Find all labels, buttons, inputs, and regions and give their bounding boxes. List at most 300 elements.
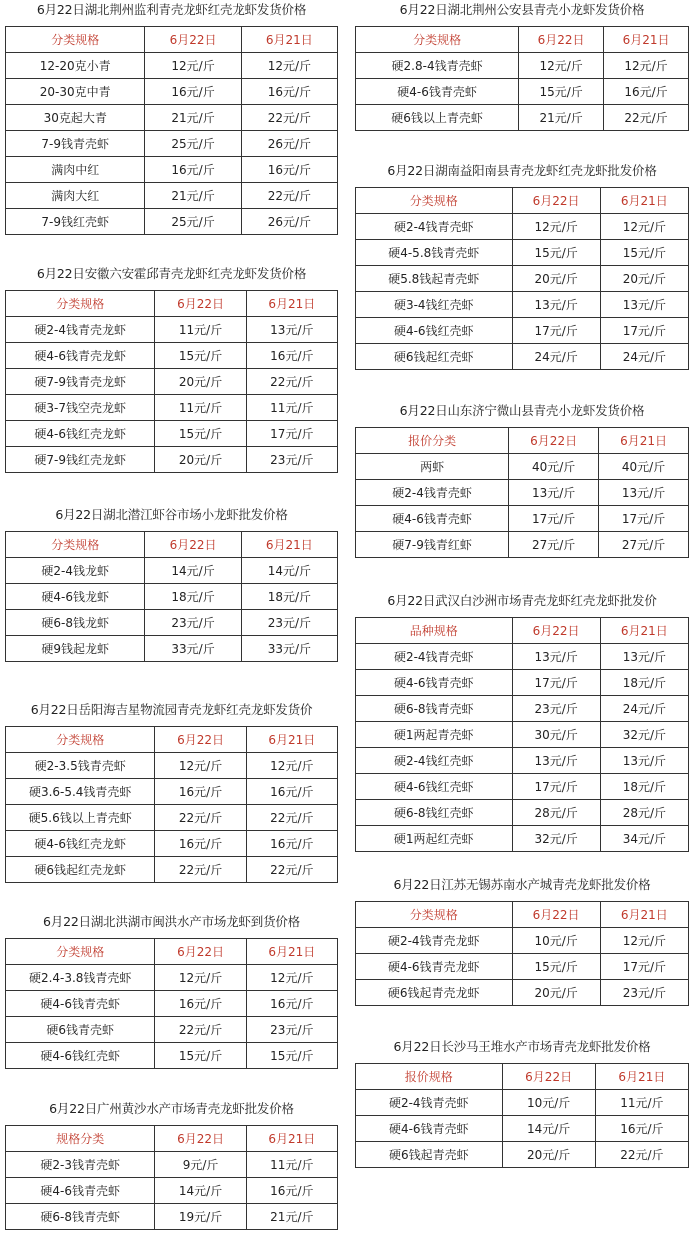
table-row [6, 53, 338, 79]
block-title: 6月22日安徽六安霍邱青壳龙虾红壳龙虾发货价格 [36, 266, 307, 281]
table-row [6, 1017, 338, 1043]
price-cell: 16元/斤 [246, 343, 337, 369]
spec-cell: 20-30克中青 [6, 79, 145, 105]
price-cell: 10元/斤 [512, 928, 600, 954]
price-cell: 15元/斤 [155, 343, 246, 369]
table-row [356, 292, 689, 318]
price-cell: 17元/斤 [512, 318, 600, 344]
price-cell: 12元/斤 [519, 53, 604, 79]
spec-cell: 硬4-6钱青壳龙虾 [6, 343, 155, 369]
price-cell: 33元/斤 [241, 636, 337, 662]
table-row [6, 183, 338, 209]
price-block [5, 264, 338, 473]
spec-cell: 硬2-4钱青壳虾 [356, 480, 509, 506]
spec-cell: 硬1两起青壳虾 [356, 722, 513, 748]
price-cell: 17元/斤 [512, 670, 600, 696]
price-cell: 18元/斤 [241, 584, 337, 610]
spec-cell: 硬2-4钱龙虾 [6, 558, 145, 584]
date-header: 6月21日 [246, 727, 337, 753]
price-cell: 9元/斤 [155, 1152, 246, 1178]
spec-cell: 硬2.8-4钱青壳虾 [356, 53, 519, 79]
price-cell: 20元/斤 [155, 369, 246, 395]
date-header: 6月22日 [145, 27, 241, 53]
block-title: 6月22日武汉白沙洲市场青壳龙虾红壳龙虾批发价 [387, 593, 657, 608]
table-row [6, 317, 338, 343]
block-title: 6月22日湖南益阳南县青壳龙虾红壳龙虾批发价格 [387, 163, 657, 178]
price-cell: 15元/斤 [512, 954, 600, 980]
price-table [355, 26, 689, 131]
spec-cell: 硬6钱起红壳虾 [356, 344, 513, 370]
price-cell: 13元/斤 [512, 644, 600, 670]
spec-cell: 硬4-5.8钱青壳虾 [356, 240, 513, 266]
table-row [356, 344, 689, 370]
price-cell: 21元/斤 [145, 183, 241, 209]
table-row [6, 343, 338, 369]
price-cell: 32元/斤 [600, 722, 688, 748]
spec-cell: 硬6-8钱龙虾 [6, 610, 145, 636]
price-table [355, 901, 689, 1006]
table-row [356, 696, 689, 722]
table-header-row [356, 27, 689, 53]
price-cell: 13元/斤 [246, 317, 337, 343]
spec-cell: 硬2-4钱青壳虾 [356, 1090, 503, 1116]
date-header: 6月21日 [595, 1064, 688, 1090]
table-row [6, 779, 338, 805]
date-header: 6月22日 [512, 188, 600, 214]
table-row [6, 1152, 338, 1178]
price-cell: 15元/斤 [600, 240, 688, 266]
price-cell: 12元/斤 [145, 53, 241, 79]
price-cell: 11元/斤 [595, 1090, 688, 1116]
table-row [6, 105, 338, 131]
price-cell: 14元/斤 [502, 1116, 595, 1142]
spec-cell: 硬4-6钱青壳虾 [356, 670, 513, 696]
spec-header: 报价规格 [356, 1064, 503, 1090]
price-cell: 12元/斤 [155, 965, 246, 991]
spec-cell: 满肉大红 [6, 183, 145, 209]
table-row [6, 965, 338, 991]
date-header: 6月21日 [600, 618, 688, 644]
spec-header: 分类规格 [6, 291, 155, 317]
price-cell: 13元/斤 [512, 292, 600, 318]
spec-header: 分类规格 [356, 27, 519, 53]
price-cell: 19元/斤 [155, 1204, 246, 1230]
spec-cell: 硬3-7钱空壳龙虾 [6, 395, 155, 421]
price-cell: 20元/斤 [512, 980, 600, 1006]
table-row [6, 805, 338, 831]
price-cell: 22元/斤 [241, 105, 337, 131]
table-row [6, 831, 338, 857]
price-cell: 13元/斤 [600, 748, 688, 774]
spec-cell: 硬6-8钱青壳虾 [6, 1204, 155, 1230]
price-cell: 16元/斤 [604, 79, 689, 105]
price-table [5, 26, 338, 235]
price-cell: 22元/斤 [604, 105, 689, 131]
price-cell: 16元/斤 [241, 157, 337, 183]
price-cell: 12元/斤 [155, 753, 246, 779]
table-header-row [356, 902, 689, 928]
block-title: 6月22日江苏无锡苏南水产城青壳龙虾批发价格 [393, 877, 651, 892]
price-cell: 20元/斤 [600, 266, 688, 292]
spec-cell: 硬4-6钱青壳虾 [356, 506, 509, 532]
spec-cell: 7-9钱青壳虾 [6, 131, 145, 157]
price-cell: 22元/斤 [155, 857, 246, 883]
price-cell: 14元/斤 [145, 558, 241, 584]
price-cell: 12元/斤 [246, 965, 337, 991]
table-row [356, 1090, 689, 1116]
spec-header: 分类规格 [6, 727, 155, 753]
price-table [5, 290, 338, 473]
table-row [6, 1178, 338, 1204]
table-header-row [6, 27, 338, 53]
price-cell: 16元/斤 [155, 779, 246, 805]
price-cell: 23元/斤 [512, 696, 600, 722]
price-cell: 17元/斤 [599, 506, 689, 532]
spec-cell: 硬2-4钱青壳龙虾 [356, 928, 513, 954]
price-cell: 17元/斤 [600, 954, 688, 980]
price-cell: 11元/斤 [246, 395, 337, 421]
price-cell: 21元/斤 [519, 105, 604, 131]
spec-header: 品种规格 [356, 618, 513, 644]
table-row [6, 584, 338, 610]
price-cell: 14元/斤 [155, 1178, 246, 1204]
price-cell: 20元/斤 [502, 1142, 595, 1168]
price-cell: 16元/斤 [246, 831, 337, 857]
spec-cell: 硬6钱起红壳龙虾 [6, 857, 155, 883]
price-block [5, 700, 338, 883]
spec-cell: 硬6钱青壳虾 [6, 1017, 155, 1043]
price-cell: 21元/斤 [145, 105, 241, 131]
price-cell: 40元/斤 [599, 454, 689, 480]
price-cell: 12元/斤 [600, 214, 688, 240]
price-cell: 23元/斤 [246, 447, 337, 473]
price-cell: 12元/斤 [246, 753, 337, 779]
price-cell: 16元/斤 [155, 991, 246, 1017]
spec-cell: 硬4-6钱青壳虾 [6, 1178, 155, 1204]
price-cell: 20元/斤 [155, 447, 246, 473]
block-title: 6月22日湖北潜江虾谷市场小龙虾批发价格 [55, 507, 288, 522]
spec-cell: 硬6-8钱青壳虾 [356, 696, 513, 722]
price-cell: 27元/斤 [509, 532, 599, 558]
price-cell: 17元/斤 [246, 421, 337, 447]
table-row [6, 991, 338, 1017]
table-row [356, 266, 689, 292]
date-header: 6月21日 [599, 428, 689, 454]
table-header-row [356, 188, 689, 214]
table-header-row [356, 428, 689, 454]
block-title: 6月22日广州黄沙水产市场青壳龙虾批发价格 [49, 1101, 294, 1116]
spec-header: 分类规格 [356, 188, 513, 214]
table-header-row [6, 727, 338, 753]
date-header: 6月22日 [502, 1064, 595, 1090]
table-row [356, 1116, 689, 1142]
table-row [356, 748, 689, 774]
spec-header: 分类规格 [6, 939, 155, 965]
table-row [356, 214, 689, 240]
price-block [355, 591, 689, 852]
price-cell: 27元/斤 [599, 532, 689, 558]
block-title: 6月22日山东济宁微山县青壳小龙虾发货价格 [399, 403, 645, 418]
spec-cell: 硬4-6钱红壳虾 [6, 1043, 155, 1069]
price-table [5, 938, 338, 1069]
table-row [6, 636, 338, 662]
price-cell: 18元/斤 [145, 584, 241, 610]
price-cell: 15元/斤 [155, 421, 246, 447]
price-cell: 22元/斤 [241, 183, 337, 209]
price-cell: 15元/斤 [519, 79, 604, 105]
spec-cell: 硬4-6钱红壳虾 [356, 774, 513, 800]
price-cell: 20元/斤 [512, 266, 600, 292]
price-cell: 28元/斤 [600, 800, 688, 826]
spec-cell: 硬2-4钱青壳龙虾 [6, 317, 155, 343]
table-row [6, 857, 338, 883]
price-cell: 18元/斤 [600, 670, 688, 696]
spec-cell: 硬2.4-3.8钱青壳虾 [6, 965, 155, 991]
price-cell: 23元/斤 [241, 610, 337, 636]
price-cell: 11元/斤 [155, 317, 246, 343]
price-cell: 24元/斤 [600, 696, 688, 722]
table-header-row [356, 1064, 689, 1090]
price-table [5, 726, 338, 883]
price-cell: 13元/斤 [600, 292, 688, 318]
table-row [6, 131, 338, 157]
table-row [6, 79, 338, 105]
block-title: 6月22日湖北荆州公安县青壳小龙虾发货价格 [399, 2, 645, 17]
spec-cell: 硬7-9钱青壳龙虾 [6, 369, 155, 395]
table-row [6, 157, 338, 183]
spec-cell: 硬2-3钱青壳虾 [6, 1152, 155, 1178]
block-title: 6月22日湖北洪湖市闽洪水产市场龙虾到货价格 [43, 914, 300, 929]
price-cell: 22元/斤 [155, 805, 246, 831]
date-header: 6月22日 [512, 902, 600, 928]
price-cell: 17元/斤 [600, 318, 688, 344]
table-row [6, 558, 338, 584]
spec-header: 分类规格 [6, 27, 145, 53]
price-cell: 26元/斤 [241, 209, 337, 235]
spec-cell: 满肉中红 [6, 157, 145, 183]
price-cell: 13元/斤 [512, 748, 600, 774]
table-row [6, 447, 338, 473]
price-table [355, 187, 689, 370]
date-header: 6月21日 [600, 902, 688, 928]
price-cell: 34元/斤 [600, 826, 688, 852]
price-cell: 23元/斤 [600, 980, 688, 1006]
price-table [5, 531, 338, 662]
date-header: 6月21日 [600, 188, 688, 214]
table-row [356, 800, 689, 826]
price-cell: 11元/斤 [246, 1152, 337, 1178]
spec-cell: 硬5.6钱以上青壳虾 [6, 805, 155, 831]
price-cell: 12元/斤 [241, 53, 337, 79]
table-row [6, 421, 338, 447]
spec-cell: 硬4-6钱青壳虾 [6, 991, 155, 1017]
price-cell: 15元/斤 [246, 1043, 337, 1069]
price-cell: 10元/斤 [502, 1090, 595, 1116]
price-cell: 25元/斤 [145, 209, 241, 235]
price-cell: 16元/斤 [246, 991, 337, 1017]
spec-cell: 硬1两起红壳虾 [356, 826, 513, 852]
spec-cell: 硬4-6钱红壳龙虾 [6, 831, 155, 857]
price-cell: 17元/斤 [509, 506, 599, 532]
block-title: 6月22日岳阳海吉星物流园青壳龙虾红壳龙虾发货价 [30, 702, 313, 717]
price-cell: 12元/斤 [512, 214, 600, 240]
table-row [356, 454, 689, 480]
date-header: 6月22日 [155, 939, 246, 965]
spec-cell: 硬7-9钱青红虾 [356, 532, 509, 558]
table-row [356, 532, 689, 558]
price-cell: 22元/斤 [246, 805, 337, 831]
price-cell: 21元/斤 [246, 1204, 337, 1230]
spec-cell: 硬2-4钱青壳虾 [356, 644, 513, 670]
price-block [5, 912, 338, 1069]
spec-header: 规格分类 [6, 1126, 155, 1152]
table-row [356, 105, 689, 131]
spec-cell: 12-20克小青 [6, 53, 145, 79]
block-title: 6月22日长沙马王堆水产市场青壳龙虾批发价格 [393, 1039, 651, 1054]
table-row [356, 980, 689, 1006]
price-cell: 24元/斤 [600, 344, 688, 370]
date-header: 6月21日 [246, 291, 337, 317]
table-row [356, 644, 689, 670]
table-row [356, 318, 689, 344]
table-row [6, 209, 338, 235]
price-table [355, 427, 689, 558]
date-header: 6月22日 [155, 727, 246, 753]
spec-cell: 硬4-6钱红壳龙虾 [6, 421, 155, 447]
price-block [5, 505, 338, 662]
spec-cell: 两虾 [356, 454, 509, 480]
spec-cell: 硬4-6钱青壳龙虾 [356, 954, 513, 980]
table-row [356, 53, 689, 79]
price-table [5, 1125, 338, 1230]
spec-cell: 硬6钱以上青壳虾 [356, 105, 519, 131]
price-cell: 22元/斤 [246, 369, 337, 395]
price-block [355, 401, 689, 558]
price-cell: 15元/斤 [512, 240, 600, 266]
spec-cell: 硬4-6钱青壳虾 [356, 1116, 503, 1142]
price-cell: 28元/斤 [512, 800, 600, 826]
spec-cell: 30克起大青 [6, 105, 145, 131]
spec-cell: 硬6钱起青壳龙虾 [356, 980, 513, 1006]
price-cell: 16元/斤 [595, 1116, 688, 1142]
table-row [356, 480, 689, 506]
table-row [6, 753, 338, 779]
price-cell: 16元/斤 [145, 79, 241, 105]
spec-cell: 硬5.8钱起青壳虾 [356, 266, 513, 292]
table-header-row [6, 291, 338, 317]
price-block [5, 0, 338, 235]
price-block [355, 875, 689, 1006]
date-header: 6月22日 [512, 618, 600, 644]
table-row [356, 928, 689, 954]
spec-header: 分类规格 [6, 532, 145, 558]
block-title: 6月22日湖北荆州监利青壳龙虾红壳龙虾发货价格 [36, 2, 307, 17]
table-row [356, 722, 689, 748]
spec-cell: 硬6钱起青壳虾 [356, 1142, 503, 1168]
price-cell: 16元/斤 [145, 157, 241, 183]
price-cell: 22元/斤 [155, 1017, 246, 1043]
spec-cell: 7-9钱红壳虾 [6, 209, 145, 235]
date-header: 6月21日 [246, 1126, 337, 1152]
price-cell: 13元/斤 [599, 480, 689, 506]
price-cell: 30元/斤 [512, 722, 600, 748]
date-header: 6月22日 [509, 428, 599, 454]
price-cell: 26元/斤 [241, 131, 337, 157]
price-table [355, 1063, 689, 1168]
spec-cell: 硬2-3.5钱青壳虾 [6, 753, 155, 779]
date-header: 6月22日 [155, 291, 246, 317]
table-row [6, 395, 338, 421]
spec-cell: 硬2-4钱青壳虾 [356, 214, 513, 240]
price-cell: 13元/斤 [509, 480, 599, 506]
price-cell: 23元/斤 [145, 610, 241, 636]
price-cell: 17元/斤 [512, 774, 600, 800]
table-row [356, 79, 689, 105]
price-cell: 16元/斤 [246, 779, 337, 805]
date-header: 6月21日 [241, 532, 337, 558]
table-row [6, 1204, 338, 1230]
table-row [356, 506, 689, 532]
date-header: 6月22日 [519, 27, 604, 53]
price-cell: 13元/斤 [600, 644, 688, 670]
spec-header: 分类规格 [356, 902, 513, 928]
table-row [6, 610, 338, 636]
table-row [356, 774, 689, 800]
table-row [356, 954, 689, 980]
table-header-row [356, 618, 689, 644]
price-cell: 32元/斤 [512, 826, 600, 852]
table-row [356, 240, 689, 266]
price-cell: 22元/斤 [595, 1142, 688, 1168]
price-block [355, 0, 689, 131]
spec-cell: 硬4-6钱龙虾 [6, 584, 145, 610]
spec-cell: 硬9钱起龙虾 [6, 636, 145, 662]
price-cell: 16元/斤 [155, 831, 246, 857]
price-cell: 15元/斤 [155, 1043, 246, 1069]
table-row [356, 826, 689, 852]
table-header-row [6, 1126, 338, 1152]
spec-cell: 硬4-6钱红壳虾 [356, 318, 513, 344]
table-row [356, 670, 689, 696]
price-cell: 22元/斤 [246, 857, 337, 883]
spec-cell: 硬3-4钱红壳虾 [356, 292, 513, 318]
date-header: 6月21日 [604, 27, 689, 53]
spec-header: 报价分类 [356, 428, 509, 454]
table-row [6, 1043, 338, 1069]
price-cell: 25元/斤 [145, 131, 241, 157]
price-block [5, 1099, 338, 1230]
spec-cell: 硬3.6-5.4钱青壳虾 [6, 779, 155, 805]
price-cell: 12元/斤 [600, 928, 688, 954]
price-cell: 23元/斤 [246, 1017, 337, 1043]
price-cell: 40元/斤 [509, 454, 599, 480]
table-row [6, 369, 338, 395]
date-header: 6月21日 [241, 27, 337, 53]
price-cell: 33元/斤 [145, 636, 241, 662]
price-cell: 16元/斤 [241, 79, 337, 105]
price-cell: 16元/斤 [246, 1178, 337, 1204]
price-cell: 12元/斤 [604, 53, 689, 79]
table-header-row [6, 532, 338, 558]
date-header: 6月22日 [155, 1126, 246, 1152]
spec-cell: 硬7-9钱红壳龙虾 [6, 447, 155, 473]
table-header-row [6, 939, 338, 965]
price-cell: 11元/斤 [155, 395, 246, 421]
price-cell: 18元/斤 [600, 774, 688, 800]
price-block [355, 1037, 689, 1168]
table-row [356, 1142, 689, 1168]
price-block [355, 161, 689, 370]
